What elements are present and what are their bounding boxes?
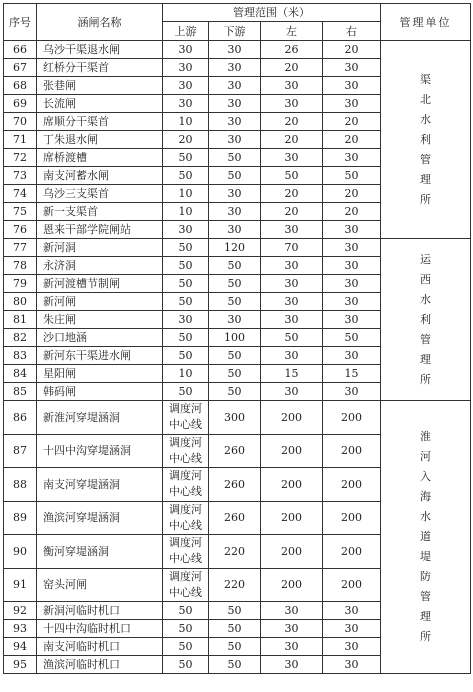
sluice-name: 新洞河临时机口 [37,602,163,620]
range-upstream [163,568,209,602]
range-downstream: 260 [209,434,261,468]
sluice-name: 新河东干渠进水闸 [37,347,163,365]
range-downstream: 50 [209,167,261,185]
range-downstream: 100 [209,329,261,347]
range-right: 20 [323,41,381,59]
range-upstream: 10 [163,365,209,383]
sluice-name: 新河洞 [37,239,163,257]
range-downstream: 30 [209,95,261,113]
range-upstream: 50 [163,257,209,275]
range-downstream: 50 [209,293,261,311]
range-right: 30 [323,293,381,311]
row-number: 78 [4,257,37,275]
range-right: 200 [323,568,381,602]
range-left: 200 [261,468,323,502]
row-number: 80 [4,293,37,311]
row-number: 94 [4,638,37,656]
row-number: 67 [4,59,37,77]
management-unit-label: 渠北水利管理所 [420,72,431,206]
sluice-name: 丁朱退水闸 [37,131,163,149]
range-downstream: 50 [209,602,261,620]
management-unit-cell [381,401,471,674]
range-upstream: 30 [163,59,209,77]
range-upstream: 30 [163,77,209,95]
sluice-name: 十四中沟临时机口 [37,620,163,638]
sluice-name: 新河渡槽节制闸 [37,275,163,293]
row-number: 70 [4,113,37,131]
range-right: 30 [323,77,381,95]
sluice-name: 永济洞 [37,257,163,275]
range-upstream [163,468,209,502]
row-number: 75 [4,203,37,221]
sluice-name: 朱庄闸 [37,311,163,329]
range-downstream: 260 [209,501,261,535]
management-unit-cell [381,41,471,239]
range-left: 30 [261,620,323,638]
range-right: 200 [323,501,381,535]
management-unit-cell [381,239,471,401]
range-right: 30 [323,275,381,293]
row-number: 76 [4,221,37,239]
range-upstream: 30 [163,221,209,239]
row-number: 69 [4,95,37,113]
management-unit-label: 运西水利管理所 [420,252,431,386]
range-upstream: 30 [163,41,209,59]
range-upstream-text: 调度河中心线 [169,502,202,532]
range-upstream: 30 [163,311,209,329]
sluice-name: 韩码闸 [37,383,163,401]
range-right: 30 [323,620,381,638]
range-left: 200 [261,501,323,535]
range-left: 20 [261,185,323,203]
range-upstream: 50 [163,656,209,674]
sluice-name: 沙口地涵 [37,329,163,347]
range-right: 30 [323,95,381,113]
range-left: 200 [261,535,323,569]
range-right: 30 [323,347,381,365]
range-left: 30 [261,77,323,95]
header-left: 左 [261,22,323,41]
sluice-name: 星阳闸 [37,365,163,383]
table-row [4,41,471,59]
sluice-name: 新一支渠首 [37,203,163,221]
range-right: 50 [323,167,381,185]
range-upstream: 10 [163,203,209,221]
range-upstream-text: 调度河中心线 [169,435,202,465]
range-left: 30 [261,275,323,293]
range-upstream: 50 [163,329,209,347]
range-right: 200 [323,535,381,569]
header-seq: 序号 [4,4,37,41]
range-downstream: 50 [209,275,261,293]
range-right: 200 [323,468,381,502]
range-downstream: 30 [209,203,261,221]
range-downstream: 30 [209,113,261,131]
header-upstream: 上游 [163,22,209,41]
row-number: 93 [4,620,37,638]
management-unit-label: 淮河入海水道堤防管理所 [420,430,431,643]
row-number: 66 [4,41,37,59]
row-number: 73 [4,167,37,185]
range-upstream: 20 [163,131,209,149]
range-left: 70 [261,239,323,257]
range-upstream [163,501,209,535]
range-right: 30 [323,257,381,275]
range-downstream: 30 [209,221,261,239]
range-downstream: 220 [209,535,261,569]
row-number: 71 [4,131,37,149]
range-left: 30 [261,293,323,311]
sluice-name: 新河闸 [37,293,163,311]
range-downstream: 30 [209,77,261,95]
range-downstream: 50 [209,365,261,383]
range-upstream [163,401,209,435]
range-left: 50 [261,167,323,185]
range-left: 30 [261,638,323,656]
row-number: 95 [4,656,37,674]
range-right: 15 [323,365,381,383]
table-row [4,239,471,257]
range-right: 30 [323,221,381,239]
range-upstream: 50 [163,167,209,185]
table-body [4,41,471,674]
row-number: 84 [4,365,37,383]
range-right: 50 [323,329,381,347]
row-number: 74 [4,185,37,203]
sluice-name: 衡河穿堤涵洞 [37,535,163,569]
range-right: 200 [323,401,381,435]
sluice-name: 张巷闸 [37,77,163,95]
range-left: 30 [261,257,323,275]
range-downstream: 30 [209,41,261,59]
sluice-name: 十四中沟穿堤涵洞 [37,434,163,468]
range-right: 200 [323,434,381,468]
range-left: 30 [261,221,323,239]
range-upstream: 50 [163,293,209,311]
range-downstream: 30 [209,131,261,149]
range-right: 30 [323,383,381,401]
range-upstream-text: 调度河中心线 [169,536,202,566]
range-left: 50 [261,329,323,347]
range-upstream: 50 [163,239,209,257]
sluice-name: 窑头河闸 [37,568,163,602]
row-number: 81 [4,311,37,329]
row-number: 90 [4,535,37,569]
sluice-name: 乌沙干渠退水闸 [37,41,163,59]
range-upstream: 50 [163,383,209,401]
range-right: 20 [323,185,381,203]
range-left: 20 [261,203,323,221]
range-upstream-text: 调度河中心线 [169,569,202,599]
header-range: 管理范围（米） [163,4,381,22]
sluice-name: 南支河蓄水闸 [37,167,163,185]
range-left: 30 [261,656,323,674]
range-upstream: 50 [163,149,209,167]
row-number: 72 [4,149,37,167]
range-downstream: 50 [209,656,261,674]
range-right: 30 [323,638,381,656]
row-number: 82 [4,329,37,347]
range-left: 30 [261,95,323,113]
row-number: 86 [4,401,37,435]
table-row [4,401,471,435]
header-right: 右 [323,22,381,41]
sluice-name: 南支河穿堤涵洞 [37,468,163,502]
row-number: 83 [4,347,37,365]
range-left: 200 [261,434,323,468]
range-upstream [163,434,209,468]
range-downstream: 50 [209,347,261,365]
range-right: 30 [323,602,381,620]
range-downstream: 120 [209,239,261,257]
range-downstream: 260 [209,468,261,502]
sluice-name: 席顺分干渠首 [37,113,163,131]
range-left: 20 [261,59,323,77]
range-upstream-text: 调度河中心线 [169,469,202,499]
header-name: 涵闸名称 [37,4,163,41]
range-right: 30 [323,656,381,674]
sluice-name: 席桥渡槽 [37,149,163,167]
range-left: 30 [261,347,323,365]
range-right: 30 [323,311,381,329]
range-upstream: 50 [163,347,209,365]
range-left: 30 [261,602,323,620]
range-left: 26 [261,41,323,59]
row-number: 85 [4,383,37,401]
range-left: 20 [261,113,323,131]
row-number: 92 [4,602,37,620]
range-upstream: 10 [163,185,209,203]
row-number: 89 [4,501,37,535]
range-downstream: 50 [209,620,261,638]
sluice-name: 新淮河穿堤涵洞 [37,401,163,435]
sluice-name: 渔滨河临时机口 [37,656,163,674]
row-number: 87 [4,434,37,468]
range-upstream: 10 [163,113,209,131]
range-right: 30 [323,59,381,77]
row-number: 79 [4,275,37,293]
range-upstream: 30 [163,95,209,113]
range-downstream: 50 [209,638,261,656]
row-number: 77 [4,239,37,257]
range-right: 30 [323,239,381,257]
header-unit: 管理单位 [381,4,471,41]
range-upstream: 50 [163,275,209,293]
row-number: 91 [4,568,37,602]
range-downstream: 300 [209,401,261,435]
sluice-name: 长流闸 [37,95,163,113]
range-left: 20 [261,131,323,149]
sluice-management-table [3,3,471,674]
range-right: 20 [323,131,381,149]
sluice-name: 南支河临时机口 [37,638,163,656]
header-downstream: 下游 [209,22,261,41]
range-left: 30 [261,149,323,167]
range-right: 20 [323,203,381,221]
range-downstream: 220 [209,568,261,602]
range-left: 15 [261,365,323,383]
range-upstream: 50 [163,620,209,638]
range-downstream: 30 [209,59,261,77]
sluice-name: 渔滨河穿堤涵洞 [37,501,163,535]
range-right: 20 [323,113,381,131]
sluice-name: 恩来干部学院闸站 [37,221,163,239]
sluice-name: 红桥分干渠首 [37,59,163,77]
range-downstream: 50 [209,383,261,401]
range-upstream: 50 [163,602,209,620]
sluice-name: 乌沙三支渠首 [37,185,163,203]
range-downstream: 50 [209,257,261,275]
range-upstream: 50 [163,638,209,656]
row-number: 88 [4,468,37,502]
range-right: 30 [323,149,381,167]
range-upstream-text: 调度河中心线 [169,402,202,432]
range-left: 200 [261,568,323,602]
row-number: 68 [4,77,37,95]
range-downstream: 50 [209,149,261,167]
range-downstream: 30 [209,185,261,203]
header-row-1 [4,4,471,22]
range-upstream [163,535,209,569]
range-left: 30 [261,311,323,329]
range-downstream: 30 [209,311,261,329]
range-left: 30 [261,383,323,401]
range-left: 200 [261,401,323,435]
sluice-management-table-container [3,3,471,674]
